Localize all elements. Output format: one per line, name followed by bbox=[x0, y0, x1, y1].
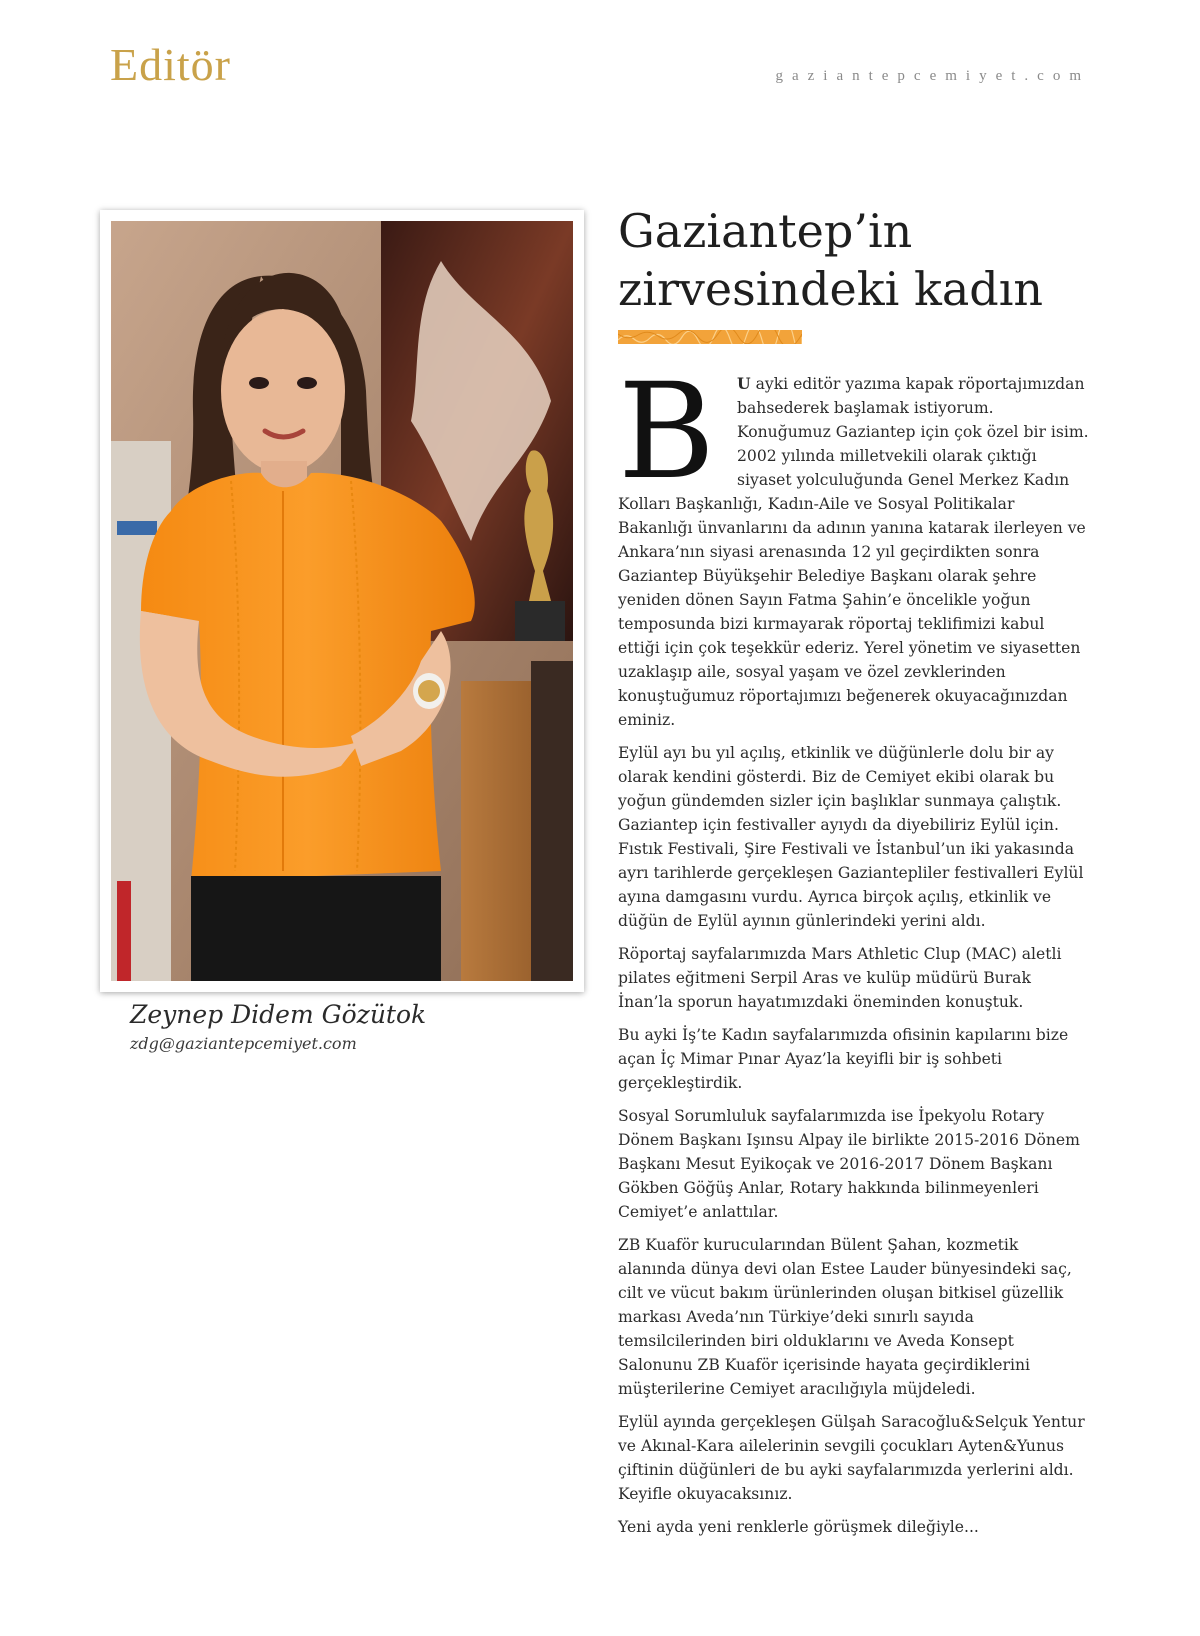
drop-cap: B bbox=[618, 355, 716, 509]
article-headline bbox=[618, 202, 1098, 318]
article-paragraph: Eylül ayı bu yıl açılış, etkinlik ve düğünlerle dolu bir ay olarak kendini gösterdi. Biz de Cemiyet ekibi olarak bu yoğun gündemden sizler için başlıklar sunmaya çalıştık. Gaziantep için festivaller ayıydı da diyebiliriz Eylül için. Fıstık Festivali, Şire Festivali ve İstanbul’un iki yakasında ayrı tarihlerde gerçekleşen Gaziantepliler festivalleri Eylül ayına damgasını vurdu. Ayrıca birçok açılış, etkinlik ve düğün de Eylül ayının günlerindeki yerini aldı. bbox=[618, 744, 1084, 930]
article-paragraph: ZB Kuaför kurucularından Bülent Şahan, kozmetik alanında dünya devi olan Estee Lauder bünyesindeki saç, cilt ve vücut bakım ürünlerinden oluşan bitkisel güzellik markası Aveda’nın Türkiye’deki sınırlı sayıda temsilcilerinden biri olduklarını ve Aveda Konsept Salonunu ZB Kuaför içerisinde hayata geçirdiklerini müşterilerine Cemiyet aracılığıyla müjdeledi. bbox=[618, 1236, 1072, 1398]
section-label: Editör bbox=[110, 39, 231, 90]
article-paragraph bbox=[618, 355, 1090, 732]
headline-line-1: Gaziantep’in bbox=[618, 204, 913, 258]
editor-photo-frame bbox=[100, 210, 584, 992]
site-url[interactable]: gaziantepcemiyet.com bbox=[775, 68, 1090, 84]
lead-letter: U bbox=[737, 374, 751, 393]
article-paragraph: Eylül ayında gerçekleşen Gülşah Saracoğlu&Selçuk Yentur ve Akınal-Kara ailelerinin sevgili çocukları Ayten&Yunus çiftinin düğünleri de bu ayki sayfalarımızda yerlerini aldı. Keyifle okuyacaksınız. bbox=[618, 1413, 1085, 1503]
article-paragraph: Sosyal Sorumluluk sayfalarımızda ise İpekyolu Rotary Dönem Başkanı Işınsu Alpay ile birlikte 2015-2016 Dönem Başkanı Mesut Eyikoçak ve 2016-2017 Dönem Başkanı Gökben Göğüş Anlar, Rotary hakkında bilinmeyenleri Cemiyet’e anlattılar. bbox=[618, 1107, 1080, 1221]
editor-name: Zeynep Didem Gözütok bbox=[130, 1000, 427, 1029]
article-paragraph: Röportaj sayfalarımızda Mars Athletic Clup (MAC) aletli pilates eğitmeni Serpil Aras ve kulüp müdürü Burak İnan’la sporun hayatımızdaki öneminden konuştuk. bbox=[618, 945, 1062, 1011]
editor-email[interactable]: zdg@gaziantepcemiyet.com bbox=[130, 1034, 357, 1053]
article-body bbox=[618, 355, 1090, 1548]
headline-line-2: zirvesindeki kadın bbox=[618, 262, 1044, 316]
paragraph-text: ayki editör yazıma kapak röportajımızdan bahsederek başlamak istiyorum. Konuğumuz Gaziantep için çok özel bir isim. 2002 yılında milletvekili olarak çıktığı siyaset yolculuğunda Genel Merkez Kadın Kolları Başkanlığı, Kadın-Aile ve Sosyal Politikalar Bakanlığı ünvanlarını da adının yanına katarak ilerleyen ve Ankara’nın siyasi arenasında 12 yıl geçirdikten sonra Gaziantep Büyükşehir Belediye Başkanı olarak şehre yeniden dönen Sayın Fatma Şahin’e öncelikle yoğun temposunda bizi kırmayarak röportaj teklifimizi kabul ettiği için çok teşekkür ederiz. Yerel yönetim ve siyasetten uzaklaşıp aile, sosyal yaşam ve özel zevklerinden konuştuğumuz röportajımızı beğenerek okuyacağınızdan eminiz. bbox=[618, 375, 1089, 729]
editor-photo bbox=[111, 221, 573, 981]
article-paragraph: Yeni ayda yeni renklerle görüşmek dileğiyle... bbox=[618, 1518, 979, 1536]
headline-ornament bbox=[618, 330, 802, 344]
article-paragraph: Bu ayki İş’te Kadın sayfalarımızda ofisinin kapılarını bize açan İç Mimar Pınar Ayaz’la keyifli bir iş sohbeti gerçekleştirdik. bbox=[618, 1026, 1069, 1092]
